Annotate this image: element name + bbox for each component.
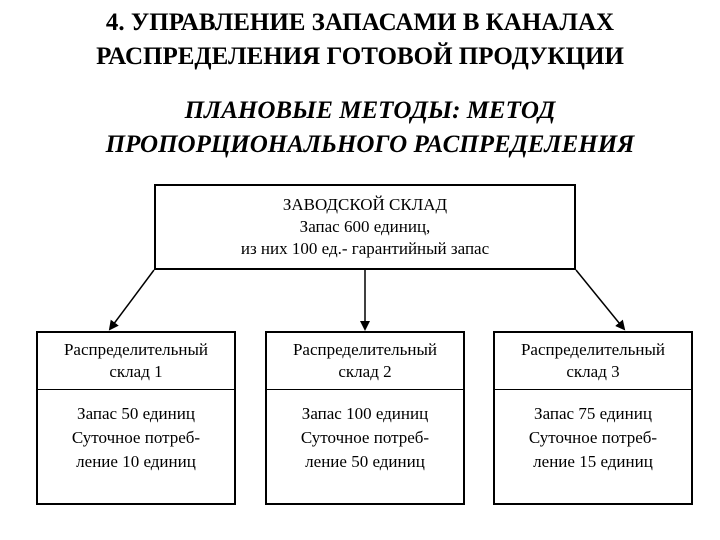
arrow-to-warehouse-3 <box>576 270 624 329</box>
factory-stock: Запас 600 единиц, <box>299 217 431 236</box>
title-line-1: 4. УПРАВЛЕНИЕ ЗАПАСАМИ В КАНАЛАХ <box>105 9 615 36</box>
warehouse-consumption-line2: ление 50 единиц <box>305 452 425 471</box>
warehouse-name-line2: склад 2 <box>338 362 392 381</box>
warehouse-consumption-line1: Суточное потреб- <box>528 428 658 447</box>
warehouse-name-line1: Распределительный <box>63 340 209 359</box>
warehouse-header <box>38 333 234 390</box>
factory-guarantee: из них 100 ед.- гарантийный запас <box>240 239 490 258</box>
warehouse-consumption-line1: Суточное потреб- <box>300 428 430 447</box>
warehouse-stock: Запас 50 единиц <box>77 404 195 423</box>
warehouse-body <box>38 390 234 474</box>
subtitle-line-2: ПРОПОРЦИОНАЛЬНОГО РАСПРЕДЕЛЕНИЯ <box>105 131 635 158</box>
warehouse-consumption-line2: ление 10 единиц <box>76 452 196 471</box>
title-line-2: РАСПРЕДЕЛЕНИЯ ГОТОВОЙ ПРОДУКЦИИ <box>96 43 624 70</box>
warehouse-name-line1: Распределительный <box>520 340 666 359</box>
warehouse-header <box>267 333 463 390</box>
warehouse-consumption-line2: ление 15 единиц <box>533 452 653 471</box>
warehouse-stock: Запас 100 единиц <box>301 404 429 423</box>
warehouse-body <box>267 390 463 474</box>
arrow-to-warehouse-1 <box>110 270 154 329</box>
warehouse-name-line2: склад 1 <box>109 362 163 381</box>
factory-name: ЗАВОДСКОЙ СКЛАД <box>282 195 448 214</box>
warehouse-header <box>495 333 691 390</box>
distribution-warehouse-2 <box>265 331 465 505</box>
distribution-warehouse-3 <box>493 331 693 505</box>
factory-warehouse-box <box>154 184 576 270</box>
warehouse-body <box>495 390 691 474</box>
warehouse-name-line2: склад 3 <box>566 362 620 381</box>
warehouse-consumption-line1: Суточное потреб- <box>71 428 201 447</box>
warehouse-stock: Запас 75 единиц <box>534 404 652 423</box>
distribution-warehouse-1 <box>36 331 236 505</box>
warehouse-name-line1: Распределительный <box>292 340 438 359</box>
subtitle-line-1: ПЛАНОВЫЕ МЕТОДЫ: МЕТОД <box>184 97 556 124</box>
